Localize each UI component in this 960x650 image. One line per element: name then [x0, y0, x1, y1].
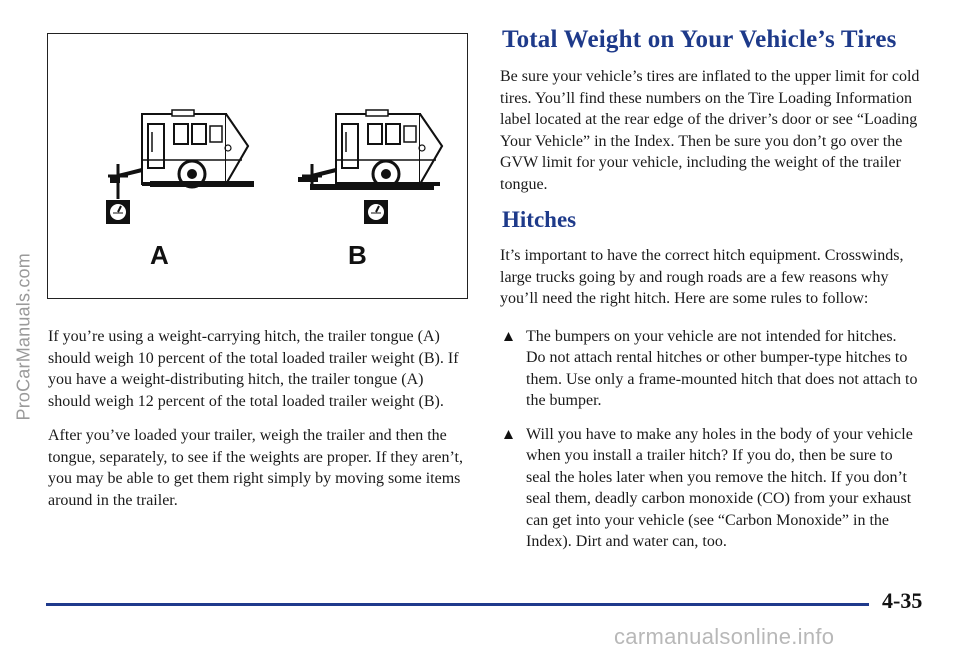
hitch-rules-list [500, 326, 920, 553]
left-column-text [48, 326, 468, 524]
trailer-scale-illustration [48, 34, 466, 297]
footer-rule [46, 603, 869, 606]
bullet-icon [503, 331, 514, 342]
list-item [500, 326, 920, 412]
side-watermark: ProCarManuals.com [13, 253, 34, 421]
footer-watermark: carmanualsonline.info [614, 624, 835, 649]
figure-label-a: A [150, 240, 169, 270]
right-column [500, 26, 920, 565]
hitches-intro: It’s important to have the correct hitch equipment. Crosswinds, large trucks going by and rough roads are a few reasons why you’ll need the right hitch. Here are some rules to follow: [500, 247, 904, 307]
bullet-text: The bumpers on your vehicle are not intended for hitches. Do not attach rental hitches or other bumper-type hitches to them. Use only a frame-mounted hitch that does not attach to the bumper. [526, 327, 918, 409]
bullet-text: Will you have to make any holes in the body of your vehicle when you install a trailer hitch? If you do, then be sure to seal the holes later when you remove the hitch. If you don’t seal them, deadly carbon monoxide (CO) from your exhaust can get into your vehicle (see “Carbon Monoxide” in the Index). Dirt and water can, too. [526, 425, 913, 550]
weigh-trailer-paragraph: After you’ve loaded your trailer, weigh the trailer and then the tongue, separately, to see if the weights are proper. If they aren’t, you may be able to get them right simply by moving some items around in the trailer. [48, 427, 463, 509]
figure-label-b: B [348, 240, 367, 270]
list-item [500, 424, 920, 553]
tongue-weight-paragraph: If you’re using a weight-carrying hitch, the trailer tongue (A) should weigh 10 percent of the total loaded trailer weight (B). If you have a weight-distributing hitch, the trailer tongue (A) should weigh 12 percent of the total loaded trailer weight (B). [48, 328, 459, 410]
hitches-heading: Hitches [502, 207, 577, 232]
trailer-weight-figure [47, 33, 468, 299]
page-number: 4-35 [882, 588, 923, 613]
trailer-b-illustration [298, 110, 442, 224]
bullet-icon [503, 429, 514, 440]
tires-heading: Total Weight on Your Vehicle’s Tires [502, 26, 897, 53]
tires-paragraph: Be sure your vehicle’s tires are inflated to the upper limit for cold tires. You’ll find these numbers on the Tire Loading Information label located at the rear edge of the driver’s door or see “Loading Your Vehicle” in the Index. Then be sure you don’t go over the GVW limit for your vehicle, including the weight of the trailer tongue. [500, 68, 920, 193]
trailer-a-illustration [106, 110, 254, 224]
